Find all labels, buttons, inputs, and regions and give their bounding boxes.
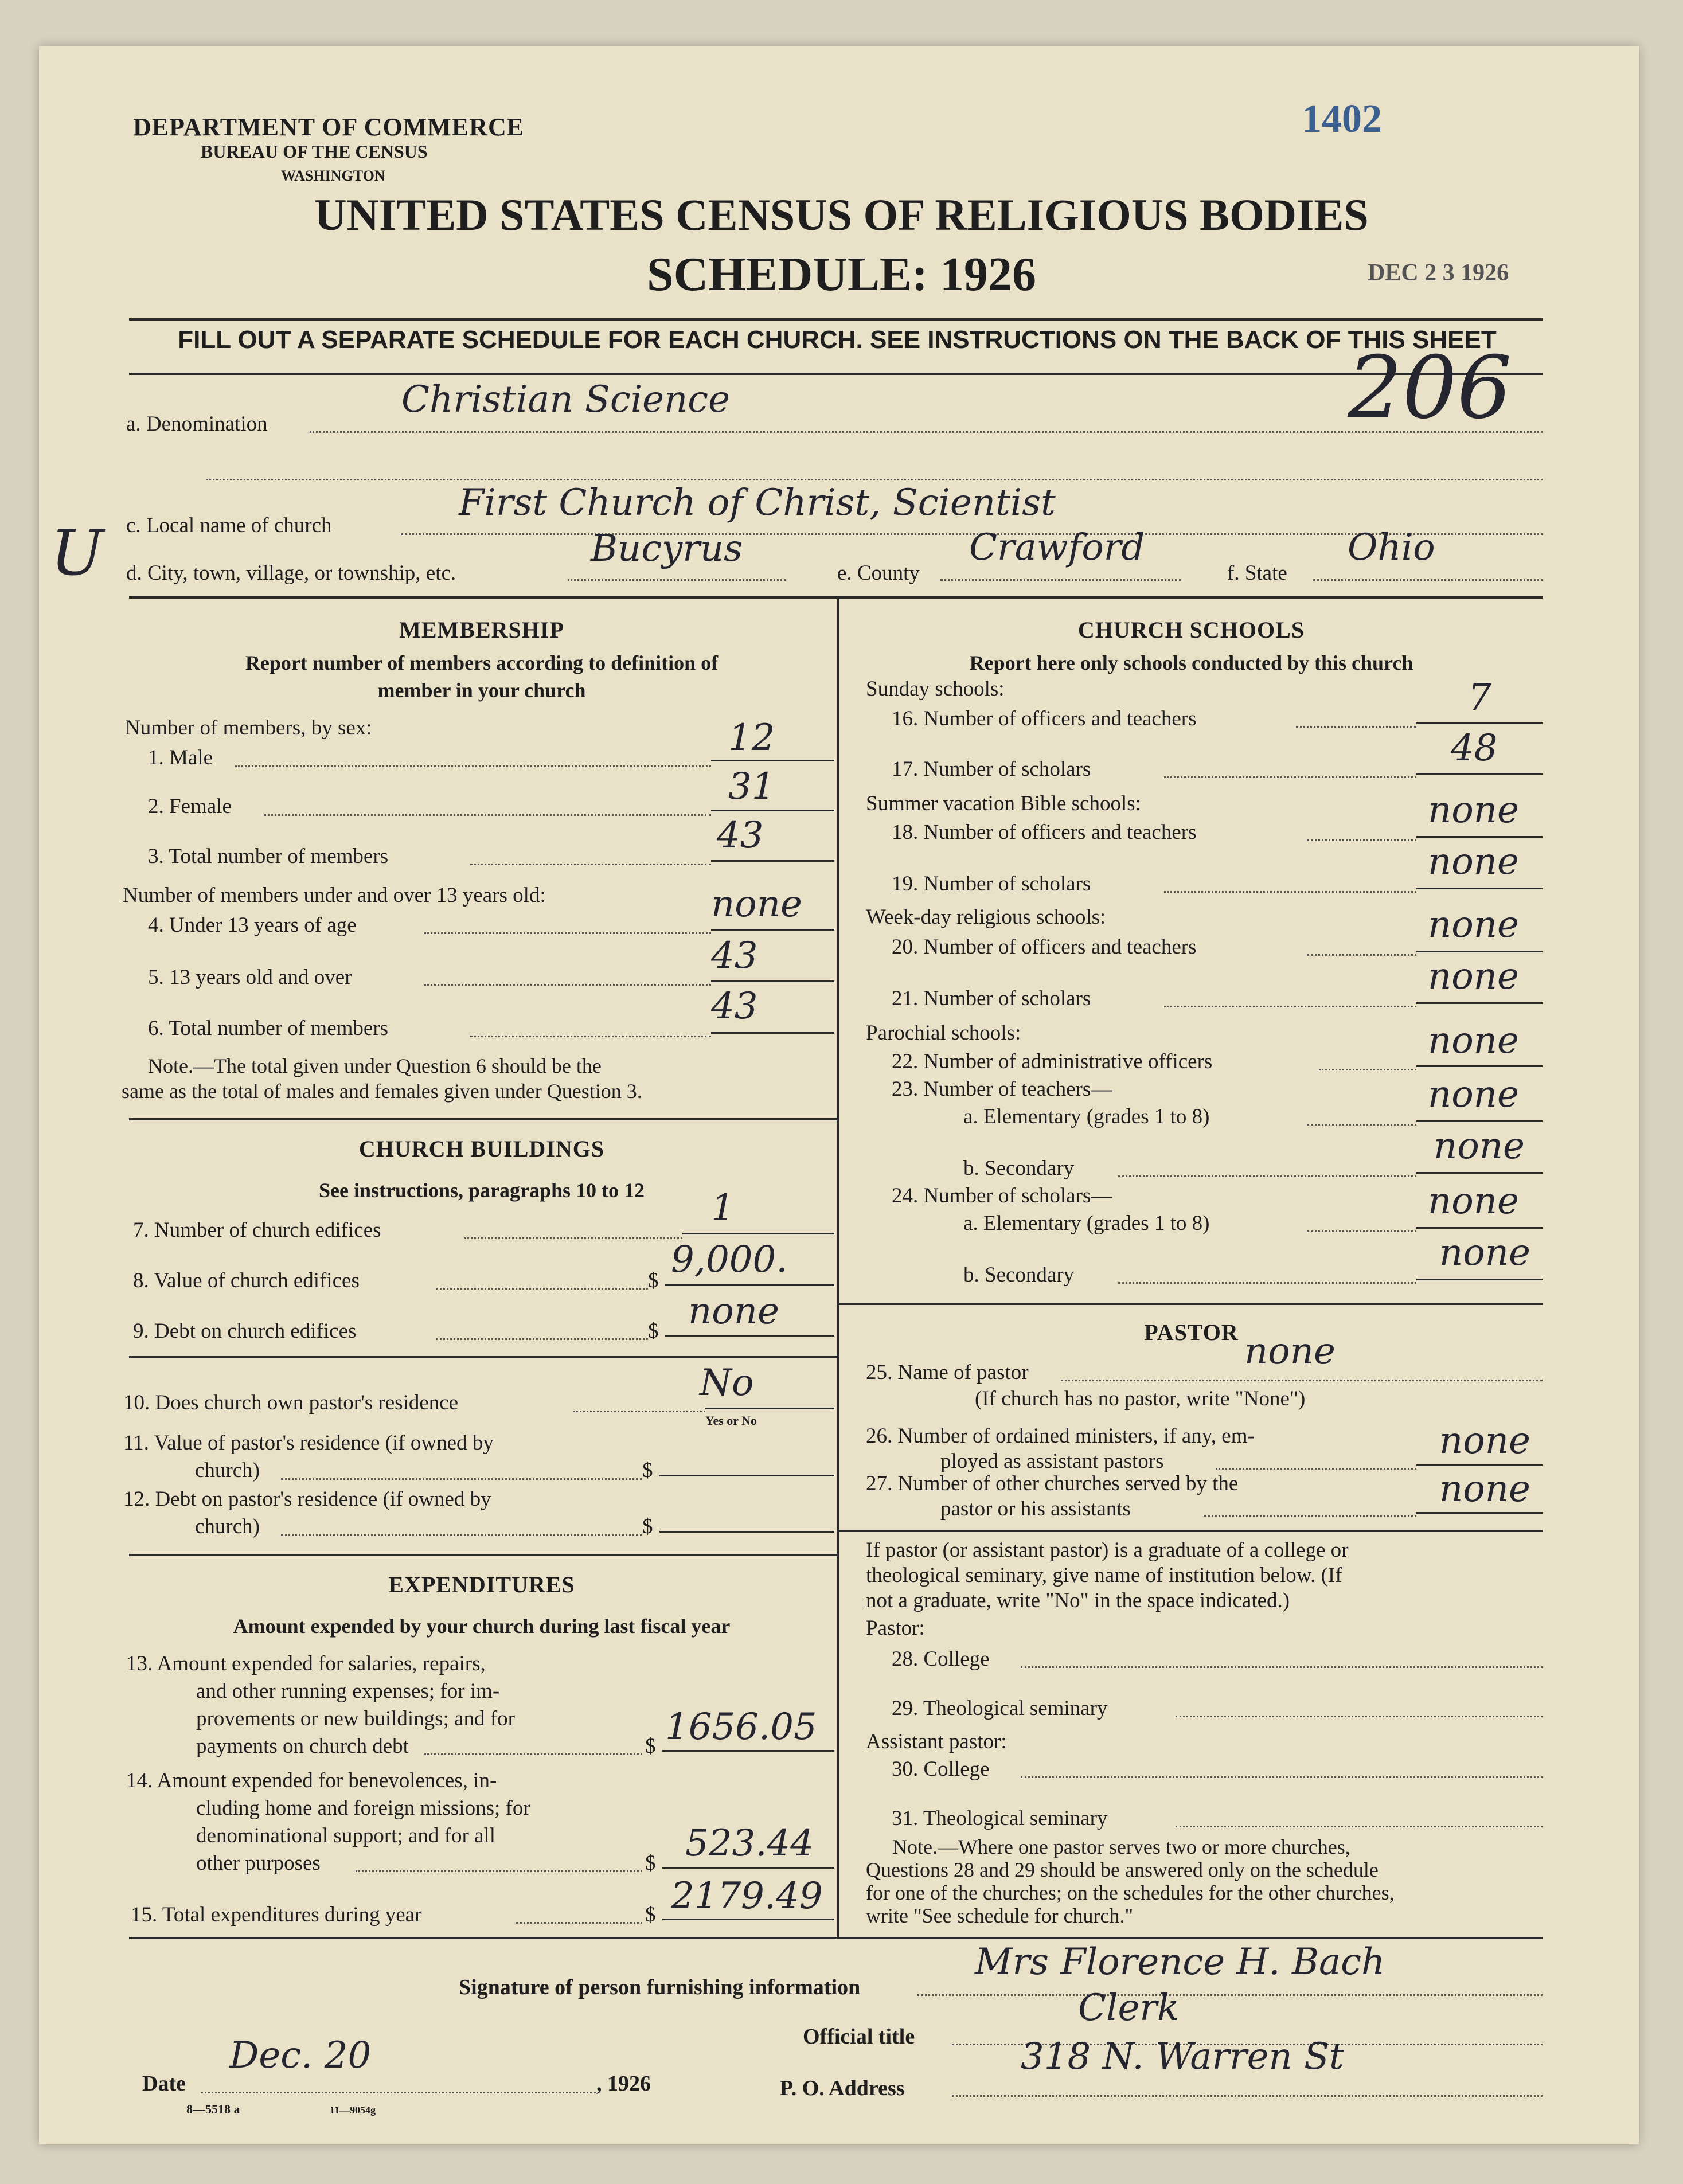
answer-line (1416, 836, 1543, 838)
instruction-line: FILL OUT A SEPARATE SCHEDULE FOR EACH CHURCH. SEE INSTRUCTIONS ON THE BACK OF THIS SHEET (178, 326, 1497, 354)
date-field[interactable]: Dec. 20 (229, 2034, 372, 2077)
answer-line (1416, 1227, 1543, 1229)
dotted-line (573, 1411, 705, 1412)
q24b-label: b. Secondary (963, 1263, 1075, 1287)
column-divider (837, 596, 839, 1938)
weekday-schools-label: Week-day religious schools: (866, 905, 1106, 929)
dotted-line (1307, 839, 1416, 841)
pastor-note: for one of the churches; on the schedules for the other churches, (866, 1881, 1395, 1904)
answer-line (1416, 1065, 1543, 1067)
divider (838, 1530, 1543, 1532)
dotted-line (1204, 1515, 1416, 1517)
official-title-field[interactable]: Clerk (1078, 1987, 1180, 2029)
dotted-line (281, 1534, 642, 1536)
county-label: e. County (837, 561, 920, 585)
membership-note: Note.—The total given under Question 6 should be the (148, 1054, 602, 1077)
q18-label: 18. Number of officers and teachers (892, 821, 1197, 844)
dollar-sign: $ (645, 1734, 656, 1758)
city-heading: WASHINGTON (281, 167, 385, 184)
sunday-scholars-field[interactable]: 48 (1451, 727, 1498, 769)
under-13-field[interactable]: none (711, 883, 802, 925)
divider (838, 1303, 1543, 1305)
weekday-officers-field[interactable]: none (1428, 904, 1519, 946)
q8-label: 8. Value of church edifices (133, 1269, 360, 1292)
running-expenses-field[interactable]: 1656.05 (665, 1706, 817, 1748)
answer-line (659, 1531, 834, 1533)
q4-label: 4. Under 13 years of age (148, 913, 357, 937)
q11-label: 11. Value of pastor's residence (if owned by (123, 1431, 494, 1455)
q20-label: 20. Number of officers and teachers (892, 935, 1197, 959)
dotted-line (470, 864, 711, 865)
over-13-field[interactable]: 43 (711, 935, 758, 977)
q13-label: 13. Amount expended for salaries, repairs, (126, 1652, 486, 1675)
assistant-pastors-field[interactable]: none (1439, 1420, 1530, 1462)
schools-subtitle: Report here only schools conducted by this church (969, 651, 1413, 674)
sunday-officers-field[interactable]: 7 (1468, 677, 1491, 719)
dollar-sign: $ (642, 1459, 653, 1482)
dotted-line (1307, 1124, 1416, 1126)
pastor-label: Pastor: (866, 1616, 925, 1640)
dotted-line (310, 431, 1543, 433)
margin-mark: U (50, 516, 104, 589)
dotted-line (516, 1922, 642, 1924)
answer-line (1416, 1512, 1543, 1514)
graduate-note: not a graduate, write "No" in the space indicated.) (866, 1589, 1290, 1612)
elementary-teachers-field[interactable]: none (1428, 1073, 1519, 1116)
date-label: Date (142, 2072, 186, 2096)
dotted-line (281, 1478, 642, 1480)
q16-label: 16. Number of officers and teachers (892, 707, 1197, 730)
dollar-sign: $ (645, 1903, 656, 1927)
divider (129, 596, 1543, 599)
divider (129, 1554, 837, 1556)
answer-line (711, 929, 834, 931)
answer-line (682, 1233, 834, 1234)
other-churches-field[interactable]: none (1439, 1468, 1530, 1510)
q19-label: 19. Number of scholars (892, 872, 1091, 896)
sunday-schools-label: Sunday schools: (866, 677, 1005, 701)
graduate-note: If pastor (or assistant pastor) is a graduate of a college or (866, 1538, 1349, 1562)
dotted-line (235, 765, 711, 767)
answer-line (711, 1032, 834, 1034)
q23b-label: b. Secondary (963, 1157, 1075, 1180)
age-label: Number of members under and over 13 years old: (123, 884, 546, 907)
edifice-debt-field[interactable]: none (688, 1290, 779, 1333)
q21-label: 21. Number of scholars (892, 987, 1091, 1010)
q9-label: 9. Debt on church edifices (133, 1319, 357, 1343)
department-heading: DEPARTMENT OF COMMERCE (133, 113, 525, 141)
dotted-line (940, 579, 1181, 581)
total-expenditures-field[interactable]: 2179.49 (671, 1875, 823, 1917)
q27-label: pastor or his assistants (940, 1497, 1131, 1521)
elementary-scholars-field[interactable]: none (1428, 1180, 1519, 1222)
dotted-line (1296, 726, 1416, 728)
dotted-line (1319, 1069, 1416, 1070)
summer-officers-field[interactable]: none (1428, 789, 1519, 831)
answer-line (665, 1335, 834, 1337)
answer-line (711, 760, 834, 761)
stamp-number: 1402 (1302, 97, 1382, 141)
answer-line (1416, 773, 1543, 775)
print-number: 11—9054g (330, 2104, 376, 2116)
assistant-college-field[interactable] (1021, 1776, 1543, 1778)
dotted-line (1216, 1468, 1416, 1470)
answer-line (711, 980, 834, 982)
q12-label: 12. Debt on pastor's residence (if owned by (123, 1487, 491, 1511)
received-date-stamp: DEC 2 3 1926 (1368, 260, 1509, 286)
summer-schools-label: Summer vacation Bible schools: (866, 792, 1141, 815)
male-members-field[interactable]: 12 (728, 717, 775, 759)
red-mark: 206 (1348, 338, 1512, 438)
dotted-line (356, 1870, 642, 1872)
q28-label: 28. College (892, 1647, 990, 1671)
q6-label: 6. Total number of members (148, 1017, 389, 1040)
signature-field[interactable]: Mrs Florence H. Bach (975, 1941, 1385, 1983)
total-members-2-field[interactable]: 43 (711, 985, 758, 1027)
q22-label: 22. Number of administrative officers (892, 1050, 1213, 1073)
q23-label: 23. Number of teachers— (892, 1077, 1112, 1101)
q14-label: other purposes (196, 1851, 321, 1875)
answer-line (705, 1408, 834, 1409)
address-field[interactable]: 318 N. Warren St (1021, 2035, 1344, 2078)
dotted-line (1164, 891, 1416, 893)
answer-line (1416, 1120, 1543, 1122)
expenditures-heading: EXPENDITURES (388, 1572, 575, 1597)
dotted-line (917, 1994, 1543, 1996)
divider (129, 1118, 837, 1120)
q27-label: 27. Number of other churches served by the (866, 1472, 1239, 1495)
divider (129, 1937, 1543, 1939)
dotted-line (1118, 1175, 1416, 1177)
official-title-label: Official title (803, 2025, 915, 2049)
yes-or-no-hint: Yes or No (705, 1413, 757, 1428)
q3-label: 3. Total number of members (148, 845, 389, 868)
local-name-label: c. Local name of church (126, 514, 332, 537)
answer-line (711, 860, 834, 862)
buildings-subtitle: See instructions, paragraphs 10 to 12 (318, 1179, 645, 1202)
answer-line (1416, 1279, 1543, 1280)
pastor-heading: PASTOR (1144, 1319, 1239, 1345)
dotted-line (470, 1036, 711, 1037)
parochial-schools-label: Parochial schools: (866, 1021, 1021, 1045)
dotted-line (1307, 954, 1416, 956)
q13-label: and other running expenses; for im- (196, 1679, 500, 1703)
answer-line (659, 1475, 834, 1476)
divider (129, 1356, 837, 1358)
pastor-note: Questions 28 and 29 should be answered only on the schedule (866, 1858, 1379, 1881)
q31-label: 31. Theological seminary (892, 1807, 1108, 1830)
pastor-seminary-field[interactable] (1176, 1716, 1543, 1717)
answer-line (662, 1919, 834, 1920)
graduate-note: theological seminary, give name of institution below. (If (866, 1564, 1342, 1587)
city-label: d. City, town, village, or township, etc. (126, 561, 456, 585)
q24a-label: a. Elementary (grades 1 to 8) (963, 1212, 1210, 1235)
dotted-line (206, 479, 1543, 480)
dotted-line (436, 1338, 648, 1340)
q14-label: 14. Amount expended for benevolences, in- (126, 1769, 497, 1792)
q23a-label: a. Elementary (grades 1 to 8) (963, 1105, 1210, 1128)
summer-scholars-field[interactable]: none (1428, 841, 1519, 883)
edifice-value-field[interactable]: 9,000. (671, 1238, 788, 1281)
total-members-field[interactable]: 43 (717, 814, 764, 857)
secondary-scholars-field[interactable]: none (1439, 1232, 1530, 1274)
q26-label: ployed as assistant pastors (940, 1450, 1164, 1473)
q2-label: 2. Female (148, 795, 232, 818)
q7-label: 7. Number of church edifices (133, 1218, 381, 1242)
dotted-line (264, 814, 711, 816)
church-edifices-field[interactable]: 1 (711, 1187, 735, 1229)
divider (129, 318, 1543, 321)
q12-cont: church) (195, 1515, 260, 1538)
schedule-title: SCHEDULE: 1926 (646, 248, 1037, 301)
q25-label: 25. Name of pastor (866, 1361, 1029, 1384)
q14-label: cluding home and foreign missions; for (196, 1796, 530, 1820)
q26-label: 26. Number of ordained ministers, if any, em- (866, 1424, 1255, 1448)
q1-label: 1. Male (148, 746, 213, 769)
denomination-label: a. Denomination (126, 412, 268, 436)
expenditures-subtitle: Amount expended by your church during last fiscal year (233, 1615, 731, 1638)
benevolences-field[interactable]: 523.44 (685, 1822, 814, 1865)
answer-line (1416, 1172, 1543, 1174)
membership-subtitle: Report number of members according to definition of (245, 651, 719, 674)
dotted-line (424, 932, 711, 934)
q15-label: 15. Total expenditures during year (131, 1903, 422, 1927)
pastor-residence-field[interactable]: No (700, 1362, 754, 1404)
weekday-scholars-field[interactable]: none (1428, 955, 1519, 998)
membership-heading: MEMBERSHIP (399, 617, 564, 643)
dotted-line (424, 984, 711, 986)
q14-label: denominational support; and for all (196, 1824, 495, 1847)
address-label: P. O. Address (780, 2076, 905, 2100)
answer-line (1416, 951, 1543, 952)
dotted-line (952, 2095, 1543, 2097)
answer-line (665, 1284, 834, 1286)
bureau-heading: BUREAU OF THE CENSUS (201, 141, 428, 162)
pastor-note: Note.—Where one pastor serves two or more churches, (892, 1835, 1350, 1858)
membership-note: same as the total of males and females given under Question 3. (122, 1080, 642, 1103)
assistant-seminary-field[interactable] (1176, 1826, 1543, 1827)
state-label: f. State (1227, 561, 1287, 585)
pastor-note: write "See schedule for church." (866, 1904, 1134, 1927)
secondary-teachers-field[interactable]: none (1434, 1125, 1525, 1167)
q24-label: 24. Number of scholars— (892, 1184, 1112, 1208)
female-members-field[interactable]: 31 (728, 765, 775, 808)
schools-heading: CHURCH SCHOOLS (1077, 617, 1305, 643)
answer-line (711, 810, 834, 811)
state-field[interactable]: Ohio (1348, 526, 1435, 569)
dollar-sign: $ (648, 1319, 659, 1343)
q30-label: 30. College (892, 1757, 990, 1781)
divider (129, 373, 1543, 375)
buildings-heading: CHURCH BUILDINGS (358, 1136, 605, 1162)
dotted-line (1118, 1282, 1416, 1284)
dotted-line (1307, 1230, 1416, 1232)
q25-note: (If church has no pastor, write "None") (975, 1387, 1306, 1411)
signature-label: Signature of person furnishing information (459, 1975, 861, 1999)
by-sex-label: Number of members, by sex: (125, 716, 372, 740)
answer-line (1416, 888, 1543, 889)
dotted-line (201, 2092, 596, 2093)
answer-line (1416, 1002, 1543, 1004)
q29-label: 29. Theological seminary (892, 1697, 1108, 1720)
denomination-field[interactable]: Christian Science (401, 378, 730, 421)
membership-subtitle: member in your church (377, 679, 586, 702)
q11-cont: church) (195, 1459, 260, 1482)
answer-line (662, 1867, 834, 1869)
q13-label: payments on church debt (196, 1734, 409, 1758)
county-field[interactable]: Crawford (969, 526, 1145, 569)
parochial-admin-field[interactable]: none (1428, 1019, 1519, 1062)
q5-label: 5. 13 years old and over (148, 966, 352, 989)
city-field[interactable]: Bucyrus (591, 528, 743, 570)
dotted-line (1313, 579, 1543, 581)
dollar-sign: $ (645, 1851, 656, 1875)
dotted-line (568, 579, 786, 581)
form-title: UNITED STATES CENSUS OF RELIGIOUS BODIES (314, 190, 1369, 240)
dotted-line (1061, 1380, 1543, 1381)
dollar-sign: $ (642, 1515, 653, 1538)
form-number: 8—5518 a (186, 2102, 240, 2116)
answer-line (1416, 722, 1543, 724)
pastor-name-field[interactable]: none (1244, 1330, 1336, 1373)
q17-label: 17. Number of scholars (892, 757, 1091, 781)
assistant-pastor-label: Assistant pastor: (866, 1730, 1007, 1753)
dotted-line (1164, 776, 1416, 778)
answer-line (662, 1750, 834, 1752)
dotted-line (1164, 1006, 1416, 1007)
answer-line (1416, 1464, 1543, 1466)
date-year: , 1926 (596, 2072, 651, 2096)
dollar-sign: $ (648, 1269, 659, 1292)
q13-label: provements or new buildings; and for (196, 1707, 515, 1730)
dotted-line (424, 1753, 642, 1755)
dotted-line (436, 1288, 648, 1290)
dotted-line (464, 1237, 682, 1239)
q10-label: 10. Does church own pastor's residence (123, 1391, 459, 1415)
pastor-college-field[interactable] (1021, 1666, 1543, 1668)
local-name-field[interactable]: First Church of Christ, Scientist (459, 482, 1056, 524)
